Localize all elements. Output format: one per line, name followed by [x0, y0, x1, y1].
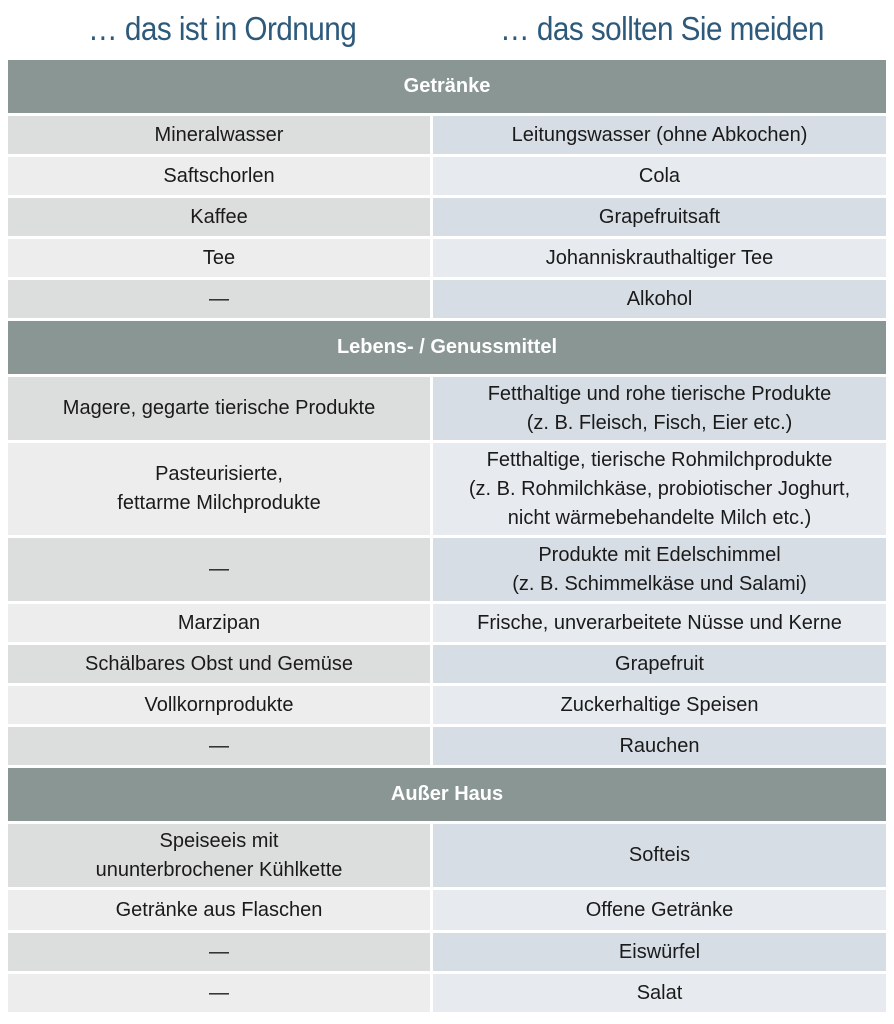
allowed-cell: Tee	[8, 239, 433, 277]
allowed-cell: Vollkornprodukte	[8, 686, 433, 724]
avoid-cell: Softeis	[433, 824, 886, 887]
section-header-getraenke: Getränke	[8, 60, 886, 116]
allowed-cell: —	[8, 280, 433, 318]
table-row	[8, 377, 886, 443]
allowed-cell: Pasteurisierte, fettarme Milchprodukte	[8, 443, 433, 535]
avoid-cell: Alkohol	[433, 280, 886, 318]
table-row	[8, 280, 886, 321]
avoid-cell: Grapefruitsaft	[433, 198, 886, 236]
avoid-cell: Cola	[433, 157, 886, 195]
section-header-ausser-haus: Außer Haus	[8, 768, 886, 824]
avoid-cell: Frische, unverarbeitete Nüsse und Kerne	[433, 604, 886, 642]
allowed-cell: —	[8, 727, 433, 765]
allowed-cell: —	[8, 538, 433, 601]
table-row	[8, 157, 886, 198]
table-row	[8, 824, 886, 890]
avoid-cell: Zuckerhaltige Speisen	[433, 686, 886, 724]
food-guidelines-table	[8, 60, 886, 1015]
table-row	[8, 974, 886, 1015]
avoid-cell: Rauchen	[433, 727, 886, 765]
table-row	[8, 727, 886, 768]
avoid-cell: Salat	[433, 974, 886, 1012]
allowed-cell: Magere, gegarte tierische Produkte	[8, 377, 433, 440]
table-row	[8, 443, 886, 538]
section-header-lebensmittel: Lebens- / Genussmittel	[8, 321, 886, 377]
allowed-cell: Getränke aus Flaschen	[8, 890, 433, 930]
avoid-cell: Eiswürfel	[433, 933, 886, 971]
table-row	[8, 890, 886, 933]
allowed-cell: —	[8, 933, 433, 971]
allowed-cell: —	[8, 974, 433, 1012]
table-row	[8, 686, 886, 727]
table-row	[8, 933, 886, 974]
allowed-cell: Kaffee	[8, 198, 433, 236]
allowed-cell: Speiseeis mit ununterbrochener Kühlkette	[8, 824, 433, 887]
header-avoid: … das sollten Sie meiden	[500, 10, 824, 47]
avoid-cell: Grapefruit	[433, 645, 886, 683]
table-row	[8, 645, 886, 686]
avoid-cell: Fetthaltige, tierische Rohmilchprodukte (z. B. Rohmilchkäse, probiotischer Joghurt, nicht wärmebehandelte Milch etc.)	[433, 443, 886, 535]
table-row	[8, 116, 886, 157]
allowed-cell: Schälbares Obst und Gemüse	[8, 645, 433, 683]
allowed-cell: Marzipan	[8, 604, 433, 642]
avoid-cell: Leitungswasser (ohne Abkochen)	[433, 116, 886, 154]
avoid-cell: Produkte mit Edelschimmel (z. B. Schimmelkäse und Salami)	[433, 538, 886, 601]
table-row	[8, 538, 886, 604]
column-headers	[0, 0, 894, 60]
table-row	[8, 239, 886, 280]
allowed-cell: Saftschorlen	[8, 157, 433, 195]
table-row	[8, 198, 886, 239]
table-row	[8, 604, 886, 645]
avoid-cell: Offene Getränke	[433, 890, 886, 930]
header-allowed: … das ist in Ordnung	[88, 10, 357, 47]
avoid-cell: Johanniskrauthaltiger Tee	[433, 239, 886, 277]
allowed-cell: Mineralwasser	[8, 116, 433, 154]
avoid-cell: Fetthaltige und rohe tierische Produkte (z. B. Fleisch, Fisch, Eier etc.)	[433, 377, 886, 440]
